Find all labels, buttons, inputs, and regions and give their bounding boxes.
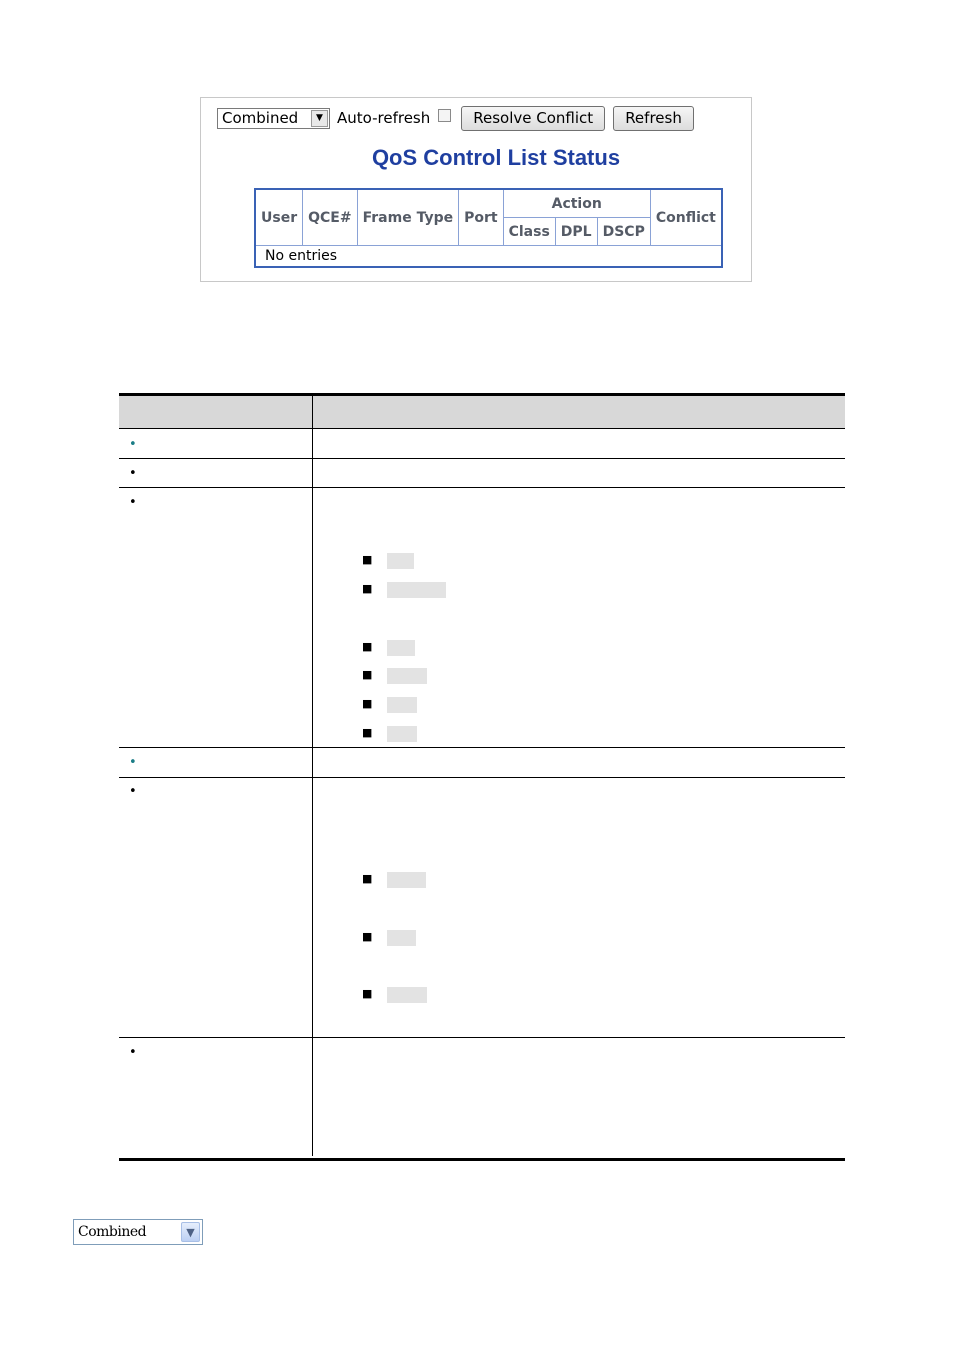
- auto-refresh-label: Auto-refresh: [337, 109, 431, 127]
- square-bullet-icon: ■: [362, 726, 373, 739]
- square-bullet-icon: ■: [362, 582, 373, 595]
- user-select-value: Combined: [222, 109, 299, 127]
- highlighted-value: [387, 930, 416, 946]
- refresh-button[interactable]: Refresh: [613, 106, 694, 131]
- parameter-table-header: [119, 396, 845, 429]
- row-divider: [119, 747, 845, 748]
- col-action-class: Class: [503, 218, 555, 246]
- row-divider: [119, 777, 845, 778]
- bullet-icon: •: [129, 755, 137, 770]
- chevron-down-icon[interactable]: ▼: [181, 1222, 200, 1242]
- col-qce: QCE#: [303, 189, 357, 246]
- page-title: QoS Control List Status: [371, 145, 621, 170]
- square-bullet-icon: ■: [362, 553, 373, 566]
- square-bullet-icon: ■: [362, 987, 373, 1000]
- square-bullet-icon: ■: [362, 930, 373, 943]
- bullet-icon: •: [129, 466, 137, 481]
- parameter-table: [119, 393, 845, 1161]
- qos-status-panel: [200, 97, 752, 282]
- bullet-icon: •: [129, 437, 137, 452]
- row-divider: [119, 487, 845, 488]
- col-user: User: [255, 189, 303, 246]
- bullet-icon: •: [129, 784, 137, 799]
- highlighted-value: [387, 726, 417, 742]
- chevron-down-icon[interactable]: ▼: [311, 110, 328, 127]
- no-entries-text: No entries: [265, 248, 338, 264]
- user-select[interactable]: [217, 108, 330, 129]
- table-row: [255, 246, 722, 268]
- col-port: Port: [459, 189, 503, 246]
- row-divider: [119, 458, 845, 459]
- resolve-conflict-button[interactable]: Resolve Conflict: [461, 106, 605, 131]
- square-bullet-icon: ■: [362, 640, 373, 653]
- highlighted-value: [387, 640, 415, 656]
- bullet-icon: •: [129, 495, 137, 510]
- col-conflict: Conflict: [650, 189, 722, 246]
- toolbar: [217, 105, 694, 131]
- highlighted-value: [387, 668, 427, 684]
- user-select-example[interactable]: [73, 1219, 203, 1245]
- square-bullet-icon: ■: [362, 697, 373, 710]
- square-bullet-icon: ■: [362, 872, 373, 885]
- square-bullet-icon: ■: [362, 668, 373, 681]
- highlighted-value: [387, 697, 417, 713]
- col-frame-type: Frame Type: [357, 189, 459, 246]
- user-select-example-value: Combined: [78, 1224, 147, 1240]
- col-action: Action: [503, 189, 650, 218]
- highlighted-value: [387, 987, 427, 1003]
- row-divider: [119, 1037, 845, 1038]
- highlighted-value: [387, 553, 414, 569]
- col-action-dpl: DPL: [555, 218, 597, 246]
- col-action-dscp: DSCP: [597, 218, 650, 246]
- highlighted-value: [387, 582, 446, 598]
- highlighted-value: [387, 872, 426, 888]
- bullet-icon: •: [129, 1045, 137, 1060]
- qce-status-table: [254, 188, 723, 268]
- auto-refresh-checkbox[interactable]: [438, 109, 451, 122]
- column-divider: [312, 396, 313, 1156]
